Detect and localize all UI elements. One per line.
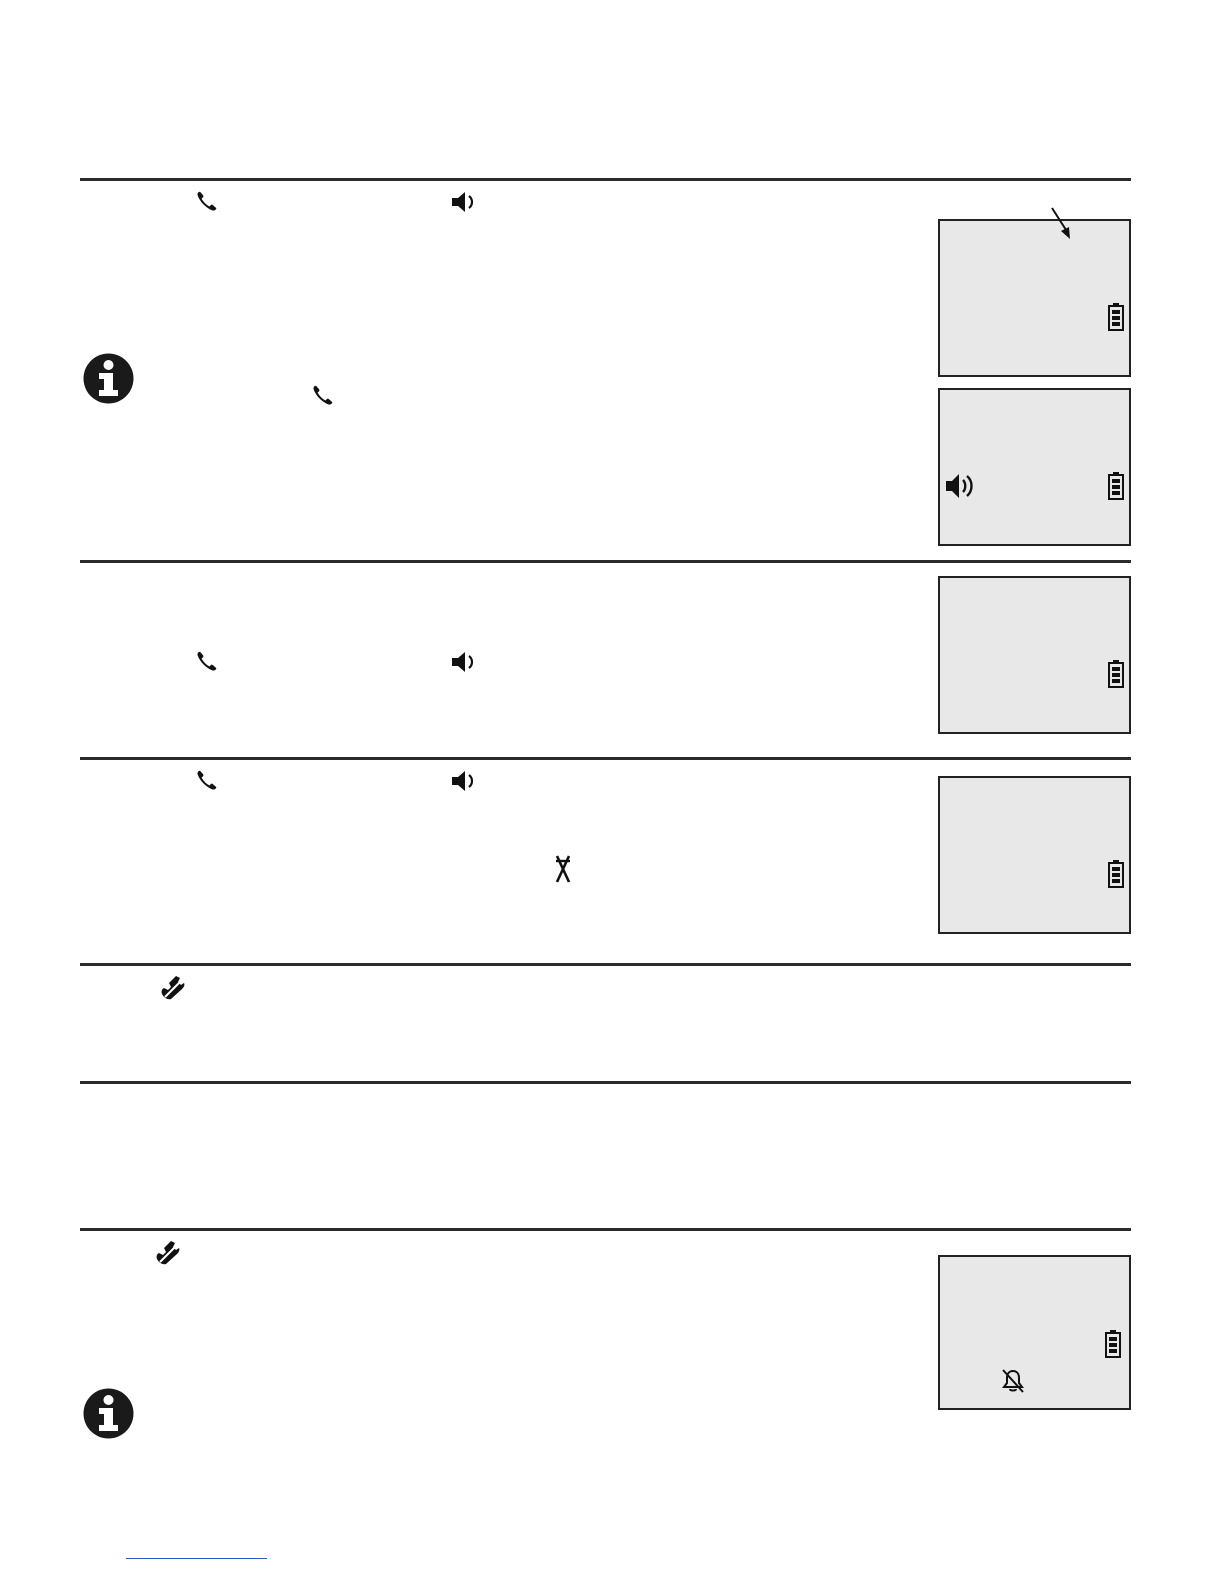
lcd-screen-5 — [938, 1255, 1131, 1410]
off-icon — [154, 1238, 182, 1266]
battery-icon — [1105, 1330, 1121, 1358]
section-rule-3 — [80, 757, 1131, 760]
speakerphone-icon — [944, 472, 978, 500]
lcd-screen-4 — [938, 776, 1131, 934]
battery-icon — [1108, 660, 1124, 688]
section-rule-4 — [80, 963, 1131, 966]
section-rule-6 — [80, 1228, 1131, 1231]
lcd-screen-2 — [938, 388, 1131, 546]
star-key-icon — [552, 855, 574, 883]
phone-icon — [193, 649, 219, 675]
section-rule-5 — [80, 1081, 1131, 1084]
arrow-pointer-icon — [1048, 205, 1074, 241]
speaker-icon — [450, 768, 482, 794]
battery-icon — [1108, 303, 1124, 331]
link-underline[interactable] — [126, 1558, 267, 1559]
speaker-icon — [450, 649, 482, 675]
phone-icon — [193, 189, 219, 215]
phone-icon — [193, 768, 219, 794]
speaker-icon — [450, 189, 482, 215]
lcd-screen-1 — [938, 219, 1131, 377]
battery-icon — [1108, 860, 1124, 888]
ringer-off-icon — [1001, 1368, 1025, 1394]
info-note-icon — [82, 352, 135, 405]
section-rule-1 — [80, 178, 1131, 181]
phone-icon — [309, 383, 335, 409]
section-rule-2 — [80, 560, 1131, 563]
battery-icon — [1108, 472, 1124, 500]
off-icon — [159, 973, 187, 1001]
lcd-screen-3 — [938, 576, 1131, 734]
info-note-icon — [82, 1387, 135, 1440]
